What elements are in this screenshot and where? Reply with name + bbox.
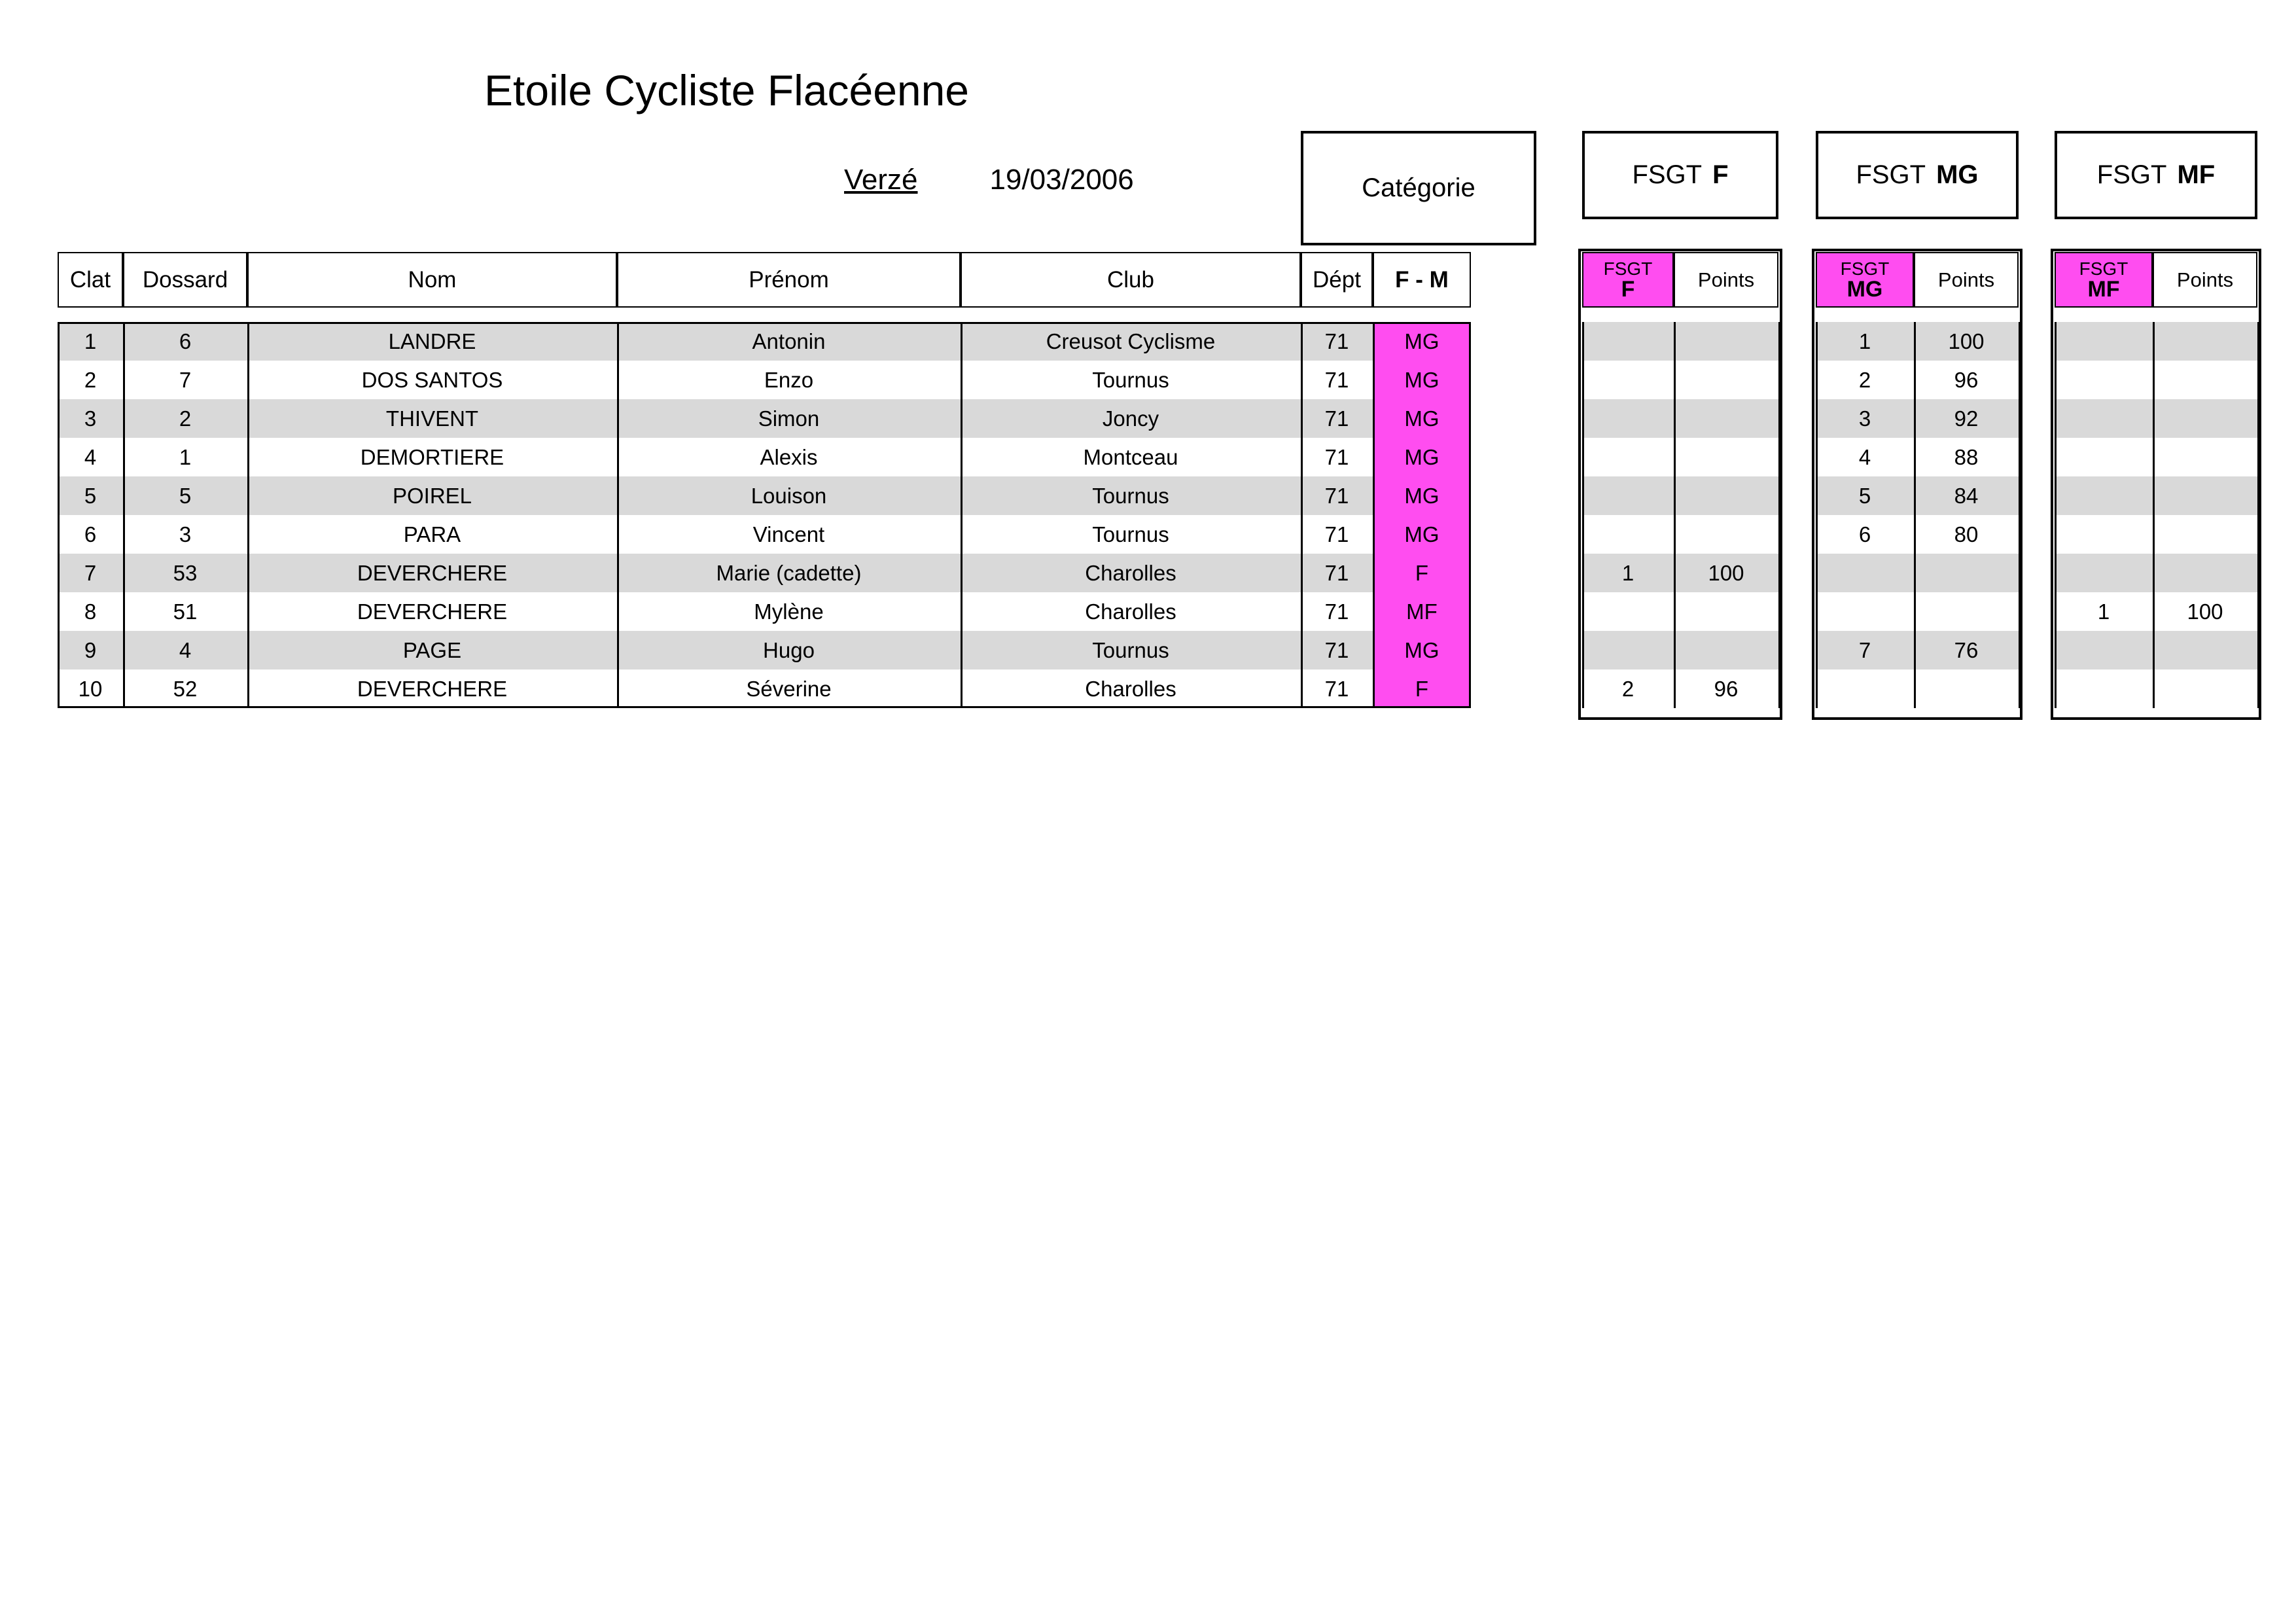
page-title: Etoile Cycliste Flacéenne — [484, 66, 970, 115]
cell-points-mg: 92 — [1914, 399, 2019, 438]
header-fsgt-mf-prefix: FSGT — [2079, 258, 2128, 279]
cell-nom: POIREL — [247, 476, 617, 515]
cell-prenom: Marie (cadette) — [617, 554, 961, 592]
cell-rank-mf — [2055, 399, 2153, 438]
cell-dept: 71 — [1301, 476, 1373, 515]
cell-dossard: 7 — [123, 361, 247, 399]
cell-dossard: 2 — [123, 399, 247, 438]
header-points-f: Points — [1674, 252, 1778, 308]
header-fsgt-f-prefix: FSGT — [1603, 258, 1653, 279]
cell-clat: 2 — [58, 361, 123, 399]
cell-clat: 6 — [58, 515, 123, 554]
cell-points-mf — [2153, 399, 2257, 438]
cell-dept: 71 — [1301, 399, 1373, 438]
cell-prenom: Antonin — [617, 322, 961, 361]
cell-club: Creusot Cyclisme — [961, 322, 1301, 361]
cell-clat: 5 — [58, 476, 123, 515]
cell-rank-mf — [2055, 631, 2153, 669]
cell-points-f — [1674, 322, 1778, 361]
header-dossard: Dossard — [123, 252, 247, 308]
cell-dossard: 6 — [123, 322, 247, 361]
cell-points-f — [1674, 476, 1778, 515]
header-fsgt-f — [1582, 252, 1674, 308]
fsgt-mg-box — [1816, 131, 2019, 219]
cell-club: Charolles — [961, 669, 1301, 708]
cell-dossard: 5 — [123, 476, 247, 515]
categorie-label: Catégorie — [1362, 173, 1475, 202]
cell-rank-f: 1 — [1582, 554, 1674, 592]
cell-rank-f — [1582, 515, 1674, 554]
cell-rank-f — [1582, 361, 1674, 399]
fsgt-f-suffix: F — [1712, 160, 1729, 189]
cell-points-f — [1674, 399, 1778, 438]
cell-prenom: Vincent — [617, 515, 961, 554]
header-points-mg: Points — [1914, 252, 2019, 308]
cell-nom: LANDRE — [247, 322, 617, 361]
cell-rank-f — [1582, 476, 1674, 515]
header-points-mf: Points — [2153, 252, 2257, 308]
cell-points-mf — [2153, 322, 2257, 361]
cell-points-mf — [2153, 476, 2257, 515]
cell-rank-mg: 6 — [1816, 515, 1914, 554]
cell-categorie: MG — [1373, 399, 1471, 438]
cell-dossard: 4 — [123, 631, 247, 669]
cell-prenom: Alexis — [617, 438, 961, 476]
cell-rank-mf — [2055, 476, 2153, 515]
cell-rank-mg: 5 — [1816, 476, 1914, 515]
cell-rank-f — [1582, 322, 1674, 361]
cell-clat: 9 — [58, 631, 123, 669]
cell-club: Montceau — [961, 438, 1301, 476]
cell-dossard: 53 — [123, 554, 247, 592]
cell-prenom: Séverine — [617, 669, 961, 708]
cell-nom: DEVERCHERE — [247, 592, 617, 631]
header-prenom: Prénom — [617, 252, 961, 308]
column-divider — [2055, 322, 2057, 708]
column-divider — [1778, 322, 1780, 708]
cell-dept: 71 — [1301, 631, 1373, 669]
fsgt-mf-prefix: FSGT — [2096, 160, 2167, 189]
cell-categorie: F — [1373, 554, 1471, 592]
column-divider — [1674, 322, 1676, 708]
fsgt-mf-suffix: MF — [2177, 160, 2216, 189]
column-divider — [247, 322, 249, 708]
cell-club: Charolles — [961, 592, 1301, 631]
cell-rank-mf: 1 — [2055, 592, 2153, 631]
cell-points-mg — [1914, 669, 2019, 708]
cell-rank-mf — [2055, 554, 2153, 592]
cell-points-mg: 80 — [1914, 515, 2019, 554]
cell-dept: 71 — [1301, 361, 1373, 399]
cell-prenom: Enzo — [617, 361, 961, 399]
cell-categorie: MG — [1373, 515, 1471, 554]
cell-rank-f — [1582, 399, 1674, 438]
cell-prenom: Simon — [617, 399, 961, 438]
column-divider — [1914, 322, 1916, 708]
cell-nom: DOS SANTOS — [247, 361, 617, 399]
fsgt-f-prefix: FSGT — [1632, 160, 1703, 189]
column-divider — [1816, 322, 1818, 708]
cell-rank-mg — [1816, 554, 1914, 592]
column-divider — [1301, 322, 1303, 708]
cell-clat: 8 — [58, 592, 123, 631]
header-clat: Clat — [58, 252, 123, 308]
cell-rank-mg: 3 — [1816, 399, 1914, 438]
header-fsgt-f-suffix: F — [1621, 276, 1635, 302]
header-fsgt-mf-suffix: MF — [2087, 276, 2120, 302]
cell-rank-mf — [2055, 438, 2153, 476]
cell-points-f — [1674, 631, 1778, 669]
cell-categorie: MG — [1373, 438, 1471, 476]
cell-nom: PAGE — [247, 631, 617, 669]
cell-rank-mg — [1816, 592, 1914, 631]
cell-dept: 71 — [1301, 592, 1373, 631]
cell-prenom: Mylène — [617, 592, 961, 631]
cell-points-mf — [2153, 361, 2257, 399]
column-divider — [1582, 322, 1584, 708]
cell-points-mg: 96 — [1914, 361, 2019, 399]
column-divider — [961, 322, 963, 708]
cell-points-mg — [1914, 554, 2019, 592]
cell-nom: THIVENT — [247, 399, 617, 438]
cell-clat: 4 — [58, 438, 123, 476]
fsgt-mg-prefix: FSGT — [1856, 160, 1926, 189]
column-divider — [2257, 322, 2259, 708]
cell-points-mg: 88 — [1914, 438, 2019, 476]
cell-nom: DEVERCHERE — [247, 669, 617, 708]
cell-rank-f — [1582, 592, 1674, 631]
cell-points-f — [1674, 438, 1778, 476]
column-divider — [2153, 322, 2155, 708]
column-divider — [123, 322, 125, 708]
cell-points-mf — [2153, 554, 2257, 592]
event-subheader — [844, 164, 1134, 196]
cell-points-mg — [1914, 592, 2019, 631]
header-fsgt-mg-prefix: FSGT — [1840, 258, 1890, 279]
cell-nom: DEMORTIERE — [247, 438, 617, 476]
cell-points-mf — [2153, 669, 2257, 708]
cell-dept: 71 — [1301, 438, 1373, 476]
cell-dept: 71 — [1301, 515, 1373, 554]
cell-dept: 71 — [1301, 322, 1373, 361]
cell-dossard: 3 — [123, 515, 247, 554]
header-nom: Nom — [247, 252, 617, 308]
header-dept: Dépt — [1301, 252, 1373, 308]
cell-points-mf — [2153, 515, 2257, 554]
header-fsgt-mg-suffix: MG — [1846, 276, 1883, 302]
cell-categorie: MG — [1373, 631, 1471, 669]
column-divider — [617, 322, 619, 708]
cell-points-mf — [2153, 631, 2257, 669]
cell-club: Tournus — [961, 361, 1301, 399]
cell-rank-mg: 2 — [1816, 361, 1914, 399]
fsgt-f-box — [1582, 131, 1778, 219]
cell-clat: 7 — [58, 554, 123, 592]
cell-club: Joncy — [961, 399, 1301, 438]
cell-prenom: Hugo — [617, 631, 961, 669]
cell-nom: PARA — [247, 515, 617, 554]
cell-categorie: MF — [1373, 592, 1471, 631]
cell-points-f — [1674, 515, 1778, 554]
cell-rank-mg: 1 — [1816, 322, 1914, 361]
cell-rank-mf — [2055, 515, 2153, 554]
cell-prenom: Louison — [617, 476, 961, 515]
header-fsgt-mg — [1816, 252, 1914, 308]
cell-points-f: 100 — [1674, 554, 1778, 592]
fsgt-mf-box — [2055, 131, 2257, 219]
cell-rank-mg: 7 — [1816, 631, 1914, 669]
cell-points-mf — [2153, 438, 2257, 476]
cell-dossard: 1 — [123, 438, 247, 476]
header-club: Club — [961, 252, 1301, 308]
cell-club: Tournus — [961, 515, 1301, 554]
cell-points-f — [1674, 361, 1778, 399]
cell-categorie: MG — [1373, 361, 1471, 399]
column-divider — [1373, 322, 1375, 708]
cell-rank-mg — [1816, 669, 1914, 708]
cell-rank-f — [1582, 631, 1674, 669]
categorie-box — [1301, 131, 1536, 245]
cell-points-mg: 84 — [1914, 476, 2019, 515]
cell-nom: DEVERCHERE — [247, 554, 617, 592]
cell-clat: 1 — [58, 322, 123, 361]
cell-rank-f: 2 — [1582, 669, 1674, 708]
cell-points-f: 96 — [1674, 669, 1778, 708]
column-divider — [2019, 322, 2021, 708]
cell-clat: 10 — [58, 669, 123, 708]
event-place: Verzé — [844, 164, 918, 196]
cell-rank-mf — [2055, 361, 2153, 399]
cell-clat: 3 — [58, 399, 123, 438]
cell-categorie: MG — [1373, 476, 1471, 515]
header-fm: F - M — [1373, 252, 1471, 308]
cell-categorie: MG — [1373, 322, 1471, 361]
header-fsgt-mf — [2055, 252, 2153, 308]
cell-points-f — [1674, 592, 1778, 631]
cell-rank-mg: 4 — [1816, 438, 1914, 476]
cell-rank-f — [1582, 438, 1674, 476]
cell-dossard: 52 — [123, 669, 247, 708]
fsgt-mg-suffix: MG — [1936, 160, 1979, 189]
cell-dossard: 51 — [123, 592, 247, 631]
cell-points-mg: 76 — [1914, 631, 2019, 669]
cell-club: Charolles — [961, 554, 1301, 592]
cell-points-mg: 100 — [1914, 322, 2019, 361]
cell-club: Tournus — [961, 631, 1301, 669]
cell-categorie: F — [1373, 669, 1471, 708]
event-date: 19/03/2006 — [989, 164, 1134, 196]
cell-points-mf: 100 — [2153, 592, 2257, 631]
cell-dept: 71 — [1301, 554, 1373, 592]
cell-rank-mf — [2055, 322, 2153, 361]
cell-rank-mf — [2055, 669, 2153, 708]
cell-club: Tournus — [961, 476, 1301, 515]
cell-dept: 71 — [1301, 669, 1373, 708]
